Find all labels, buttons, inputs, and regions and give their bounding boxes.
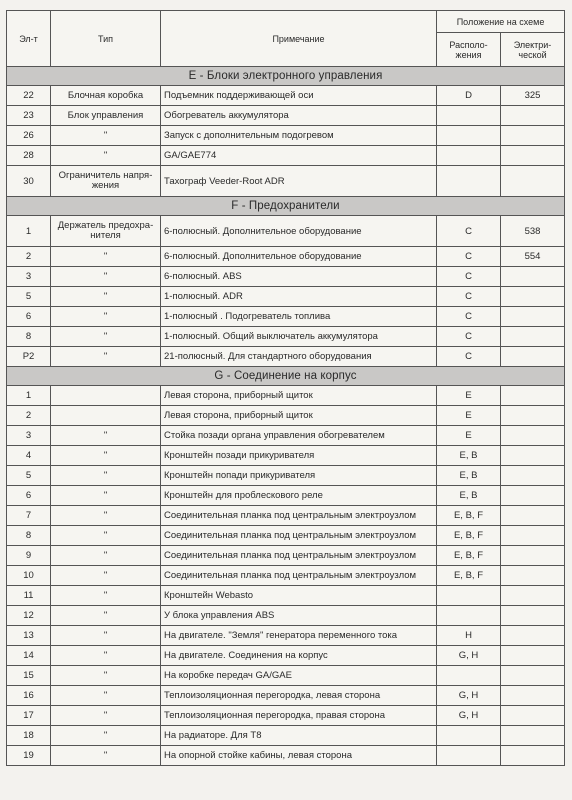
table-row xyxy=(7,666,565,686)
cell-note: Теплоизоляционная перегородка, левая сторона xyxy=(161,686,437,706)
cell-id: 16 xyxy=(7,686,51,706)
cell-type: " xyxy=(51,686,161,706)
cell-location: C xyxy=(437,327,501,347)
table-row xyxy=(7,146,565,166)
header-note: Примечание xyxy=(161,11,437,67)
cell-location: C xyxy=(437,307,501,327)
cell-electric xyxy=(501,626,565,646)
cell-location: E xyxy=(437,426,501,446)
table-row xyxy=(7,606,565,626)
cell-electric: 538 xyxy=(501,216,565,247)
table-row xyxy=(7,526,565,546)
cell-note: 1-полюсный. Общий выключатель аккумулятора xyxy=(161,327,437,347)
table-row xyxy=(7,216,565,247)
cell-location: G, H xyxy=(437,706,501,726)
cell-id: 14 xyxy=(7,646,51,666)
header-type: Тип xyxy=(51,11,161,67)
cell-electric: 554 xyxy=(501,247,565,267)
cell-note: Стойка позади органа управления обогревателем xyxy=(161,426,437,446)
cell-id: 3 xyxy=(7,426,51,446)
table-row xyxy=(7,327,565,347)
cell-id: 13 xyxy=(7,626,51,646)
cell-note: Левая сторона, приборный щиток xyxy=(161,386,437,406)
cell-note: Кронштейн попади прикуривателя xyxy=(161,466,437,486)
table-row xyxy=(7,586,565,606)
cell-electric xyxy=(501,446,565,466)
cell-type: " xyxy=(51,486,161,506)
cell-type: Блок управления xyxy=(51,106,161,126)
cell-location: E, B xyxy=(437,446,501,466)
table-row xyxy=(7,706,565,726)
cell-id: 26 xyxy=(7,126,51,146)
cell-location: E, B, F xyxy=(437,546,501,566)
cell-electric xyxy=(501,307,565,327)
cell-note: На радиаторе. Для Т8 xyxy=(161,726,437,746)
cell-id: 1 xyxy=(7,386,51,406)
cell-type: Держатель предохра- нителя xyxy=(51,216,161,247)
header-position: Положение на схеме xyxy=(437,11,565,33)
cell-location: D xyxy=(437,86,501,106)
cell-location xyxy=(437,666,501,686)
cell-type: Блочная коробка xyxy=(51,86,161,106)
cell-id: 28 xyxy=(7,146,51,166)
cell-location: C xyxy=(437,247,501,267)
cell-note: Кронштейн для проблескового реле xyxy=(161,486,437,506)
cell-note: На коробке передач GA/GAE xyxy=(161,666,437,686)
cell-type: " xyxy=(51,347,161,367)
cell-location xyxy=(437,586,501,606)
cell-type xyxy=(51,406,161,426)
cell-id: 22 xyxy=(7,86,51,106)
cell-location: E, B, F xyxy=(437,526,501,546)
cell-id: 17 xyxy=(7,706,51,726)
cell-electric xyxy=(501,726,565,746)
cell-id: 15 xyxy=(7,666,51,686)
cell-note: Соединительная планка под центральным электроузлом xyxy=(161,526,437,546)
cell-id: 8 xyxy=(7,327,51,347)
table-row xyxy=(7,386,565,406)
section-title: G - Соединение на корпус xyxy=(7,367,565,386)
table-body xyxy=(7,67,565,766)
cell-type: " xyxy=(51,666,161,686)
cell-location: E, B, F xyxy=(437,506,501,526)
cell-type: " xyxy=(51,126,161,146)
cell-type xyxy=(51,386,161,406)
cell-id: 2 xyxy=(7,406,51,426)
cell-type: " xyxy=(51,606,161,626)
cell-electric xyxy=(501,746,565,766)
cell-electric: 325 xyxy=(501,86,565,106)
cell-id: 6 xyxy=(7,307,51,327)
cell-location: E, B, F xyxy=(437,566,501,586)
section-header-row xyxy=(7,67,565,86)
cell-location: C xyxy=(437,287,501,307)
cell-note: Соединительная планка под центральным электроузлом xyxy=(161,506,437,526)
cell-id: 7 xyxy=(7,506,51,526)
table-row xyxy=(7,86,565,106)
table-row xyxy=(7,726,565,746)
cell-type: " xyxy=(51,327,161,347)
cell-electric xyxy=(501,706,565,726)
table-row xyxy=(7,247,565,267)
cell-location xyxy=(437,106,501,126)
cell-location xyxy=(437,606,501,626)
cell-location: G, H xyxy=(437,686,501,706)
table-row xyxy=(7,426,565,446)
cell-note: Тахограф Veeder-Root ADR xyxy=(161,166,437,197)
cell-id: 12 xyxy=(7,606,51,626)
cell-note: 21-полюсный. Для стандартного оборудования xyxy=(161,347,437,367)
table-row xyxy=(7,406,565,426)
cell-id: 10 xyxy=(7,566,51,586)
cell-type: " xyxy=(51,586,161,606)
table-row xyxy=(7,287,565,307)
cell-type: " xyxy=(51,706,161,726)
cell-id: 9 xyxy=(7,546,51,566)
cell-note: 1-полюсный. ADR xyxy=(161,287,437,307)
cell-electric xyxy=(501,506,565,526)
table-row xyxy=(7,106,565,126)
cell-type: " xyxy=(51,746,161,766)
cell-electric xyxy=(501,466,565,486)
table-row xyxy=(7,546,565,566)
cell-electric xyxy=(501,526,565,546)
cell-id: 5 xyxy=(7,287,51,307)
cell-location: G, H xyxy=(437,646,501,666)
cell-location: H xyxy=(437,626,501,646)
cell-type: " xyxy=(51,726,161,746)
cell-type: " xyxy=(51,426,161,446)
cell-id: 3 xyxy=(7,267,51,287)
cell-electric xyxy=(501,386,565,406)
cell-location: C xyxy=(437,267,501,287)
section-header-row xyxy=(7,367,565,386)
cell-location: E xyxy=(437,386,501,406)
table-row xyxy=(7,126,565,146)
cell-note: Соединительная планка под центральным электроузлом xyxy=(161,546,437,566)
cell-location xyxy=(437,126,501,146)
cell-type: " xyxy=(51,267,161,287)
cell-note: Кронштейн Webasto xyxy=(161,586,437,606)
cell-type: " xyxy=(51,146,161,166)
cell-type: Ограничитель напря- жения xyxy=(51,166,161,197)
cell-electric xyxy=(501,686,565,706)
header-electric: Электри- ческой xyxy=(501,33,565,67)
cell-note: У блока управления ABS xyxy=(161,606,437,626)
cell-note: Запуск с дополнительным подогревом xyxy=(161,126,437,146)
cell-electric xyxy=(501,166,565,197)
cell-electric xyxy=(501,546,565,566)
cell-type: " xyxy=(51,566,161,586)
cell-electric xyxy=(501,646,565,666)
cell-electric xyxy=(501,106,565,126)
section-title: F - Предохранители xyxy=(7,197,565,216)
cell-id: P2 xyxy=(7,347,51,367)
cell-location xyxy=(437,746,501,766)
cell-location xyxy=(437,146,501,166)
cell-id: 1 xyxy=(7,216,51,247)
cell-note: 6-полюсный. Дополнительное оборудование xyxy=(161,247,437,267)
cell-location: C xyxy=(437,347,501,367)
cell-location: E, B xyxy=(437,466,501,486)
table-row xyxy=(7,746,565,766)
cell-electric xyxy=(501,327,565,347)
table-row xyxy=(7,446,565,466)
table-row xyxy=(7,566,565,586)
cell-electric xyxy=(501,287,565,307)
table-row xyxy=(7,267,565,287)
cell-electric xyxy=(501,146,565,166)
table-row xyxy=(7,347,565,367)
cell-electric xyxy=(501,566,565,586)
cell-electric xyxy=(501,406,565,426)
cell-note: Подъемник поддерживающей оси xyxy=(161,86,437,106)
table-row xyxy=(7,307,565,327)
cell-electric xyxy=(501,347,565,367)
cell-note: 6-полюсный. Дополнительное оборудование xyxy=(161,216,437,247)
cell-electric xyxy=(501,666,565,686)
cell-note: 6-полюсный. ABS xyxy=(161,267,437,287)
cell-type: " xyxy=(51,307,161,327)
cell-id: 18 xyxy=(7,726,51,746)
components-table xyxy=(6,10,565,766)
cell-electric xyxy=(501,426,565,446)
cell-type: " xyxy=(51,247,161,267)
table-row xyxy=(7,486,565,506)
cell-location xyxy=(437,726,501,746)
cell-type: " xyxy=(51,287,161,307)
cell-id: 8 xyxy=(7,526,51,546)
cell-location: E xyxy=(437,406,501,426)
header-id: Эл-т xyxy=(7,11,51,67)
cell-id: 30 xyxy=(7,166,51,197)
cell-electric xyxy=(501,586,565,606)
cell-id: 23 xyxy=(7,106,51,126)
table-row xyxy=(7,466,565,486)
header-location: Располо- жения xyxy=(437,33,501,67)
cell-note: Левая сторона, приборный щиток xyxy=(161,406,437,426)
cell-type: " xyxy=(51,526,161,546)
table-row xyxy=(7,506,565,526)
cell-type: " xyxy=(51,446,161,466)
cell-id: 19 xyxy=(7,746,51,766)
cell-electric xyxy=(501,606,565,626)
cell-note: Теплоизоляционная перегородка, правая сторона xyxy=(161,706,437,726)
cell-type: " xyxy=(51,546,161,566)
table-row xyxy=(7,166,565,197)
cell-note: 1-полюсный . Подогреватель топлива xyxy=(161,307,437,327)
cell-note: Кронштейн позади прикуривателя xyxy=(161,446,437,466)
cell-note: На двигателе. Соединения на корпус xyxy=(161,646,437,666)
cell-location: C xyxy=(437,216,501,247)
cell-note: Обогреватель аккумулятора xyxy=(161,106,437,126)
cell-location xyxy=(437,166,501,197)
cell-note: Соединительная планка под центральным электроузлом xyxy=(161,566,437,586)
cell-electric xyxy=(501,126,565,146)
cell-id: 6 xyxy=(7,486,51,506)
cell-id: 11 xyxy=(7,586,51,606)
cell-id: 2 xyxy=(7,247,51,267)
cell-note: На опорной стойке кабины, левая сторона xyxy=(161,746,437,766)
section-header-row xyxy=(7,197,565,216)
cell-type: " xyxy=(51,626,161,646)
section-title: E - Блоки электронного управления xyxy=(7,67,565,86)
cell-id: 5 xyxy=(7,466,51,486)
table-row xyxy=(7,686,565,706)
cell-type: " xyxy=(51,506,161,526)
cell-id: 4 xyxy=(7,446,51,466)
cell-note: На двигателе. "Земля" генератора переменного тока xyxy=(161,626,437,646)
cell-electric xyxy=(501,486,565,506)
cell-type: " xyxy=(51,646,161,666)
cell-note: GA/GAE774 xyxy=(161,146,437,166)
cell-location: E, B xyxy=(437,486,501,506)
cell-electric xyxy=(501,267,565,287)
table-row xyxy=(7,626,565,646)
cell-type: " xyxy=(51,466,161,486)
table-row xyxy=(7,646,565,666)
table-header xyxy=(7,11,565,67)
